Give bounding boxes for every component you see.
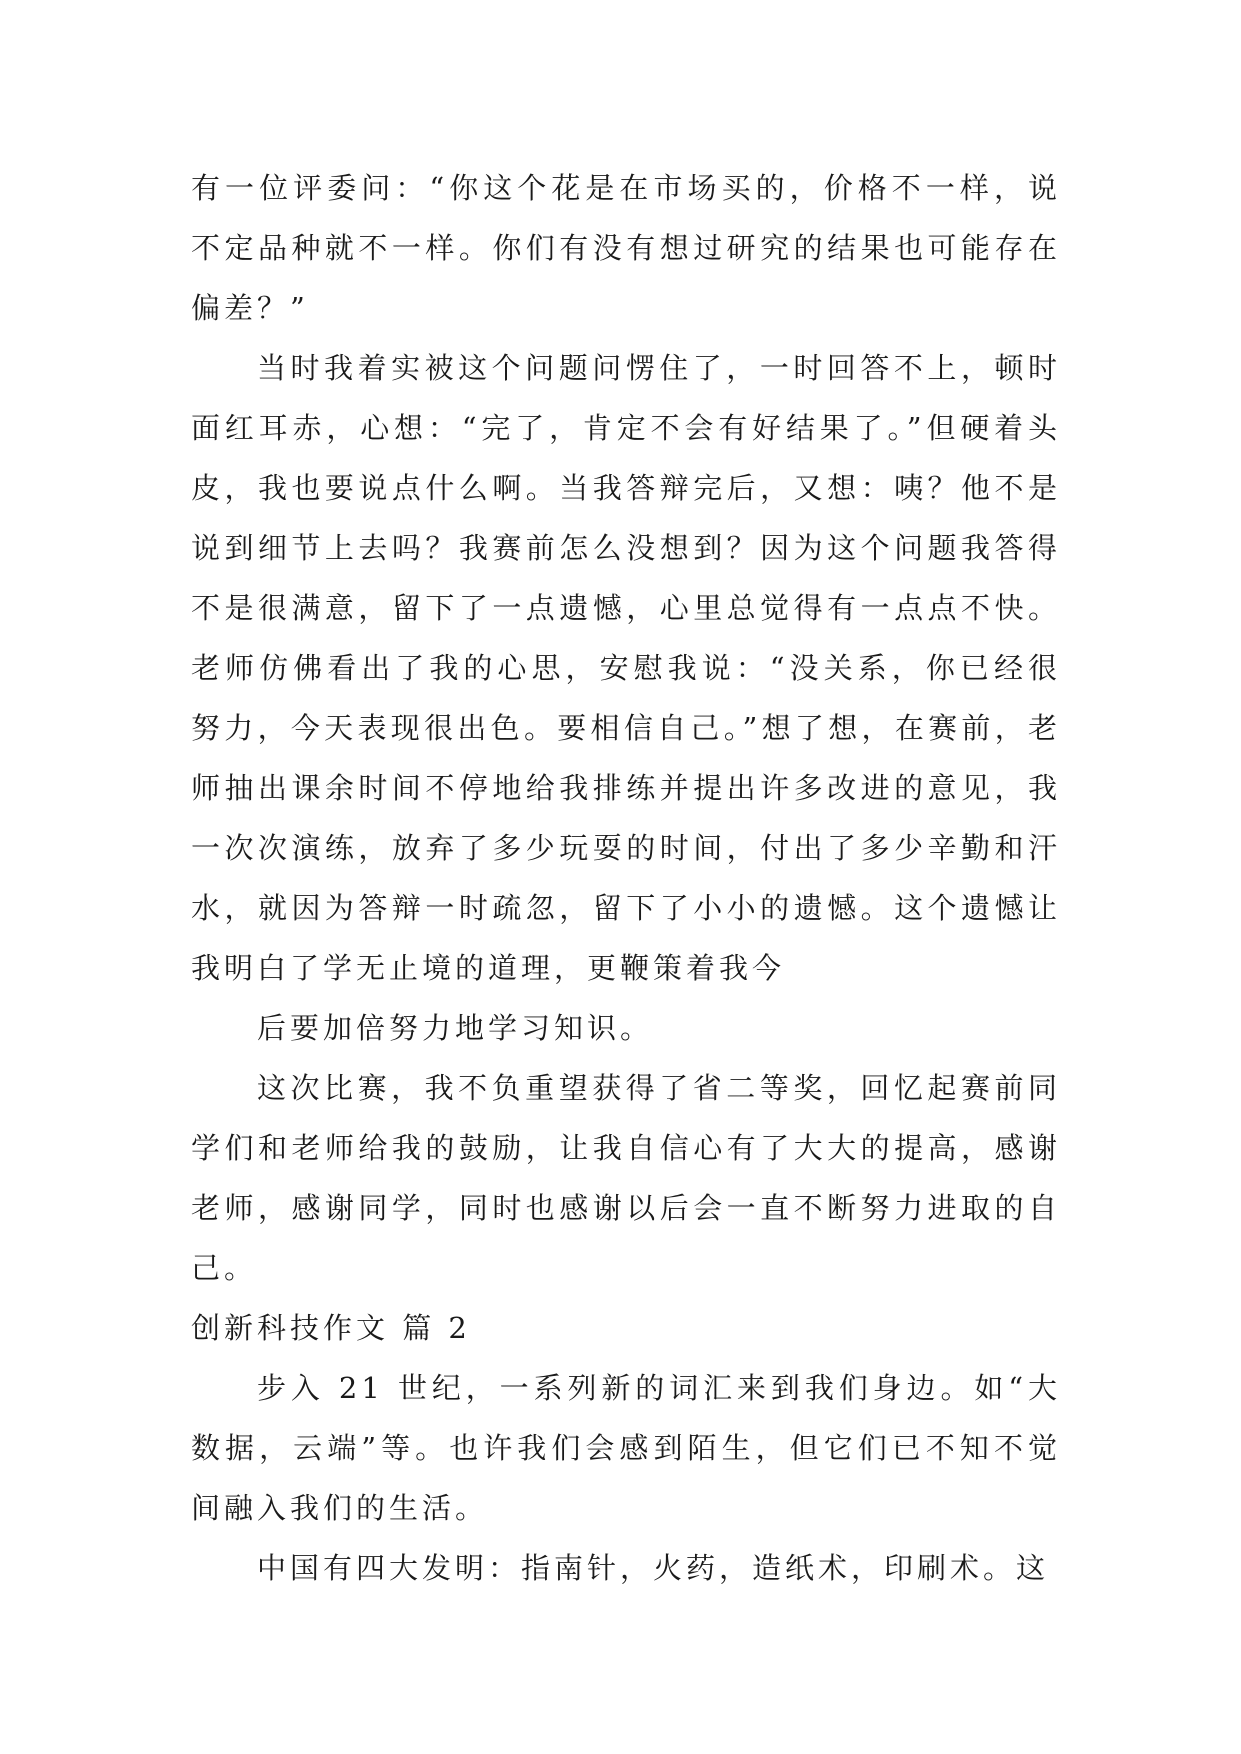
paragraph-award: 这次比赛，我不负重望获得了省二等奖，回忆起赛前同学们和老师给我的鼓励，让我自信心有了大大的提高，感谢老师，感谢同学，同时也感谢以后会一直不断努力进取的自己。 <box>191 1071 1061 1285</box>
paragraph-continuation: 后要加倍努力地学习知识。 <box>257 1011 654 1045</box>
paragraph-judge-question: 有一位评委问：“你这个花是在市场买的，价格不一样，说不定品种就不一样。你们有没有想过研究的结果也可能存在偏差？” <box>191 171 1061 325</box>
paragraph-reflection: 当时我着实被这个问题问愣住了，一时回答不上，顿时面红耳赤，心想：“完了，肯定不会有好结果了。”但硬着头皮，我也要说点什么啊。当我答辩完后，又想：咦？他不是说到细节上去吗？我赛前怎么没想到？因为这个问题我答得不是很满意，留下了一点遗憾，心里总觉得有一点点不快。老师仿佛看出了我的心思，安慰我说：“没关系，你已经很努力，今天表现很出色。要相信自己。”想了想，在赛前，老师抽出课余时间不停地给我排练并提出许多改进的意见，我一次次演练，放弃了多少玩耍的时间，付出了多少辛勤和汗水，就因为答辩一时疏忽，留下了小小的遗憾。这个遗憾让我明白了学无止境的道理，更鞭策着我今 <box>191 351 1061 985</box>
paragraph-21st-century: 步入 21 世纪，一系列新的词汇来到我们身边。如“大数据，云端”等。也许我们会感到陌生，但它们已不知不觉间融入我们的生活。 <box>191 1371 1061 1525</box>
paragraph-four-inventions: 中国有四大发明：指南针，火药，造纸术，印刷术。这 <box>257 1551 1050 1585</box>
document-body <box>191 158 1061 1598</box>
section-title: 创新科技作文 篇 2 <box>191 1311 471 1345</box>
